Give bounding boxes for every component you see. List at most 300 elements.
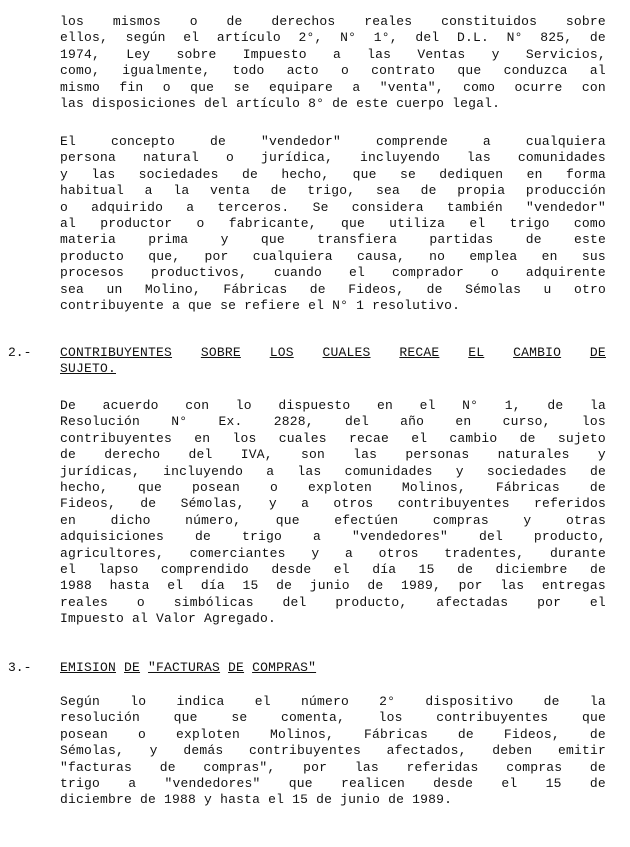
word: las <box>466 150 491 166</box>
word: Fábricas <box>223 281 288 297</box>
word: junio <box>309 578 350 594</box>
word: 2°, <box>298 30 323 46</box>
word: artículo <box>236 95 301 111</box>
word: contribuyentes <box>248 743 361 759</box>
word: de <box>60 447 77 463</box>
text-line <box>60 361 606 377</box>
word: productor <box>100 215 173 231</box>
word: el <box>333 561 350 577</box>
word: adquirente <box>525 265 606 281</box>
word: comunidades <box>517 150 606 166</box>
word: RECAE <box>399 345 440 360</box>
word: referidas <box>406 759 479 775</box>
word: dispuesto <box>278 398 351 413</box>
word: a <box>266 463 275 479</box>
section-number: 3.- <box>8 660 32 675</box>
word: producto, <box>533 529 606 545</box>
word: sociedades <box>138 166 219 182</box>
text-line <box>60 447 606 463</box>
word: al <box>132 611 149 627</box>
word: cuando <box>273 265 322 281</box>
text-line <box>60 150 606 166</box>
word: y <box>60 166 69 182</box>
word: "facturas <box>60 759 133 775</box>
word: sobre <box>565 14 606 29</box>
word: Sémolas, <box>60 743 125 759</box>
word: y <box>204 792 213 808</box>
word: por <box>204 248 229 264</box>
word: constituidos <box>441 14 538 29</box>
word: el <box>419 398 436 413</box>
word: Molinos, <box>401 479 466 495</box>
word: de <box>388 792 405 808</box>
word: de <box>195 529 212 545</box>
word: las <box>367 46 392 62</box>
word: 8° <box>308 95 325 111</box>
word: Fideos, <box>503 726 560 742</box>
word: 1°, <box>373 30 398 46</box>
word: de <box>270 183 287 199</box>
text-line <box>60 776 606 792</box>
word: la <box>589 694 606 709</box>
word: que <box>288 775 313 791</box>
text-line <box>60 216 606 232</box>
word: Impuesto <box>242 46 307 62</box>
word: causa, <box>356 248 405 264</box>
word: el <box>469 215 486 231</box>
word: de <box>547 398 564 413</box>
word: o <box>269 479 278 495</box>
text-line <box>60 63 606 79</box>
text-line <box>60 660 606 676</box>
word: SUJETO. <box>60 361 117 377</box>
word: los <box>378 710 403 726</box>
text-line <box>60 562 606 578</box>
word: contrato <box>371 63 436 79</box>
text-line <box>60 96 606 112</box>
word: Sémolas <box>465 281 522 297</box>
text-line <box>60 529 606 545</box>
word: producción <box>525 183 606 199</box>
word: el <box>411 430 428 446</box>
word: de <box>589 759 606 775</box>
word: y <box>491 46 500 62</box>
text-line <box>60 14 606 30</box>
word: del <box>478 529 503 545</box>
text-line <box>60 414 606 430</box>
word: o <box>225 150 234 166</box>
word: que <box>190 79 215 95</box>
word: Ventas <box>417 46 466 62</box>
word: derechos <box>271 14 336 29</box>
word: Fábricas <box>495 479 560 495</box>
word: a <box>301 496 310 512</box>
word: hecho, <box>281 166 330 182</box>
word: posean <box>191 479 240 495</box>
word: año <box>400 414 425 430</box>
word: todo <box>232 63 265 79</box>
word: compras <box>432 512 489 528</box>
word: 1989. <box>412 792 453 808</box>
text-line <box>60 265 606 281</box>
word: habitual <box>60 183 125 199</box>
word: Valor <box>156 611 197 627</box>
word: exploten <box>307 479 372 495</box>
text-line <box>60 200 606 216</box>
word: y <box>523 512 532 528</box>
word: curso, <box>502 414 551 430</box>
word: a <box>344 545 353 561</box>
word: personas <box>405 447 470 463</box>
word: contribuyente <box>60 297 165 313</box>
word: de <box>209 134 226 149</box>
word: natural <box>142 150 199 166</box>
word: legal. <box>452 95 501 111</box>
word: procesos <box>60 265 125 281</box>
word: los <box>581 414 606 430</box>
word: 15 <box>418 561 435 577</box>
word: en <box>60 512 77 528</box>
text-line <box>60 30 606 46</box>
word: sujeto <box>557 430 606 446</box>
word: sea <box>60 281 85 297</box>
word: que <box>275 512 300 528</box>
word: las <box>60 95 85 111</box>
word: de <box>316 792 333 808</box>
word: comenta, <box>280 710 345 726</box>
word: trigo <box>241 529 282 545</box>
word: N° <box>340 30 357 46</box>
text-line <box>60 694 606 710</box>
text-line <box>60 134 606 150</box>
word: se <box>399 166 416 182</box>
word: 1988 <box>60 578 93 594</box>
word: CAMBIO <box>513 345 562 360</box>
word: 15 <box>292 792 309 808</box>
word: de <box>525 232 542 248</box>
word: El <box>60 134 77 149</box>
word: de <box>543 694 560 709</box>
word: por <box>303 759 328 775</box>
word: a <box>332 46 341 62</box>
word: hasta <box>220 792 261 808</box>
word: de <box>589 775 606 791</box>
word: de <box>309 281 326 297</box>
word: y <box>597 447 606 463</box>
word: no <box>429 248 446 264</box>
word: por <box>458 578 483 594</box>
word: el <box>589 594 606 610</box>
word: COMPRAS" <box>252 660 317 675</box>
word: reales <box>364 14 413 29</box>
word: prima <box>148 232 189 248</box>
word: producto, <box>335 594 408 610</box>
word: comprende <box>375 134 448 149</box>
word: acto <box>286 63 319 79</box>
section-number: 2.- <box>8 345 32 360</box>
word: este <box>573 232 606 248</box>
word: jurídica, <box>260 150 333 166</box>
word: a <box>312 529 321 545</box>
word: fin <box>119 79 144 95</box>
word: de <box>457 726 474 742</box>
word: desde <box>271 561 312 577</box>
word: las <box>500 578 525 594</box>
word: realicen <box>340 775 405 791</box>
word: compras", <box>203 759 276 775</box>
word: el <box>308 297 325 313</box>
word: o <box>196 215 205 231</box>
word: N° <box>332 297 349 313</box>
word: hasta <box>109 578 150 594</box>
word: el <box>348 265 365 281</box>
word: día <box>372 561 397 577</box>
word: cualquiera <box>252 248 333 264</box>
word: las <box>297 463 322 479</box>
word: el <box>60 561 77 577</box>
word: en <box>194 430 211 446</box>
word: u <box>543 281 552 297</box>
word: que <box>457 63 482 79</box>
word: junio <box>340 792 381 808</box>
word: otro <box>573 281 606 297</box>
word: concepto <box>110 134 175 149</box>
text-line <box>60 398 606 414</box>
word: "vendedores" <box>351 529 448 545</box>
word: Resolución <box>60 414 141 430</box>
word: del <box>204 95 229 111</box>
text-line <box>60 80 606 96</box>
word: recae <box>348 430 389 446</box>
word: los <box>60 14 85 29</box>
word: y <box>220 232 229 248</box>
text-line <box>60 298 606 314</box>
word: y <box>149 743 158 759</box>
word: 2828, <box>273 414 314 430</box>
word: que <box>352 166 377 182</box>
word: del <box>282 594 307 610</box>
word: un <box>106 281 123 297</box>
word: el <box>268 792 285 808</box>
word: de <box>519 430 536 446</box>
word: D.L. <box>457 30 490 46</box>
text-line <box>60 760 606 776</box>
word: el <box>254 694 271 709</box>
word: día <box>200 578 225 594</box>
word: persona <box>60 150 117 166</box>
word: EMISION <box>60 660 117 675</box>
word: la <box>173 183 190 199</box>
word: emplea <box>469 248 518 264</box>
word: contribuyentes <box>60 430 173 446</box>
text-line <box>60 578 606 594</box>
text-line <box>60 611 606 627</box>
word: DE <box>124 660 141 675</box>
word: Según <box>60 694 101 709</box>
word: mismos <box>112 14 161 29</box>
word: que <box>340 215 365 231</box>
word: posean <box>60 726 109 742</box>
word: naturales <box>497 447 570 463</box>
word: diciembre <box>495 561 568 577</box>
word: del <box>344 414 369 430</box>
section-body <box>60 694 606 809</box>
word: Fábricas <box>363 726 428 742</box>
word: adquirido <box>91 199 164 215</box>
word: Fideos, <box>348 281 405 297</box>
word: y <box>268 496 277 512</box>
word: utiliza <box>389 215 446 231</box>
word: y <box>311 545 320 561</box>
word: DE <box>589 345 606 360</box>
word: a <box>144 183 153 199</box>
word: de <box>420 183 437 199</box>
word: desde <box>433 775 474 791</box>
section-heading <box>60 660 606 676</box>
word: afectadas <box>436 594 509 610</box>
word: de <box>367 578 384 594</box>
word: a <box>352 79 361 95</box>
word: transfiera <box>317 232 398 248</box>
text-line <box>60 232 606 248</box>
text-line <box>60 249 606 265</box>
word: como, <box>60 63 101 79</box>
text-line <box>60 282 606 298</box>
word: se <box>233 79 250 95</box>
word: dispositivo <box>425 694 514 709</box>
text-line <box>60 595 606 611</box>
word: en <box>455 414 472 430</box>
section-heading <box>60 345 606 378</box>
word: Se <box>312 199 329 215</box>
text-line <box>60 727 606 743</box>
word: de <box>332 95 349 111</box>
word: el <box>167 578 184 594</box>
word: Impuesto <box>60 611 125 627</box>
word: incluyendo <box>163 463 244 479</box>
word: derecho <box>104 447 161 463</box>
word: considera <box>351 199 424 215</box>
word: simbólicas <box>173 594 254 610</box>
word: durante <box>549 545 606 561</box>
word: demás <box>183 743 224 759</box>
word: tradentes, <box>444 545 525 561</box>
text-line <box>60 480 606 496</box>
word: resolución <box>60 710 141 726</box>
text-line <box>60 431 606 447</box>
word: cambio <box>449 430 498 446</box>
word: Ex. <box>218 414 243 430</box>
word: de <box>589 726 606 742</box>
word: que <box>188 297 213 313</box>
word: Molino, <box>144 281 201 297</box>
word: CONTRIBUYENTES <box>60 345 173 360</box>
word: indica <box>176 694 225 709</box>
word: agricultores, <box>60 545 165 561</box>
word: "venta", <box>379 79 444 95</box>
word: y <box>455 463 464 479</box>
word: comprador <box>391 265 464 281</box>
word: De <box>60 398 77 413</box>
word: N° <box>462 398 479 413</box>
word: SOBRE <box>200 345 241 360</box>
word: de <box>226 14 243 29</box>
word: efectúen <box>334 512 399 528</box>
word: las <box>354 759 379 775</box>
word: o <box>136 594 145 610</box>
word: terceros. <box>217 199 290 215</box>
word: lapso <box>98 561 139 577</box>
word: al <box>589 63 606 79</box>
word: CUALES <box>322 345 371 360</box>
word: mismo <box>60 79 101 95</box>
word: o <box>340 63 349 79</box>
word: trigo <box>509 215 550 231</box>
text-line <box>60 345 606 361</box>
text-line <box>60 710 606 726</box>
section-body <box>60 398 606 627</box>
word: o <box>60 199 69 215</box>
word: de <box>140 496 157 512</box>
word: contribuyentes <box>436 710 549 726</box>
word: de <box>589 479 606 495</box>
word: en <box>541 248 558 264</box>
word: de <box>589 30 606 46</box>
word: jurídicas, <box>60 463 141 479</box>
word: cualquiera <box>525 134 606 149</box>
text-line <box>60 183 606 199</box>
word: 1974, <box>60 46 101 62</box>
word: exploten <box>175 726 240 742</box>
word: Agregado. <box>204 611 277 627</box>
word: diciembre <box>60 792 133 808</box>
word: ellos, <box>60 30 109 46</box>
word: las <box>91 166 116 182</box>
word: Ley <box>126 46 151 62</box>
word: con <box>185 398 210 413</box>
word: conduzca <box>503 63 568 79</box>
word: ocurre <box>514 79 563 95</box>
word: comunidades <box>344 463 433 479</box>
word: DE <box>228 660 245 675</box>
word: el <box>183 30 200 46</box>
word: 1, <box>504 398 521 413</box>
word: compras <box>506 759 563 775</box>
word: en <box>376 398 393 413</box>
word: equipare <box>268 79 333 95</box>
word: 1989, <box>401 578 442 594</box>
word: sea <box>375 183 400 199</box>
word: productivos, <box>150 265 247 281</box>
word: o <box>162 79 171 95</box>
word: de <box>457 561 474 577</box>
word: trigo <box>60 775 101 791</box>
word: EL <box>468 345 485 360</box>
word: que <box>173 710 198 726</box>
word: que, <box>148 248 181 264</box>
text-line <box>60 167 606 183</box>
word: en <box>526 166 543 182</box>
text-line <box>60 496 606 512</box>
word: LOS <box>269 345 294 360</box>
word: a <box>128 775 137 791</box>
word: contribuyentes <box>397 496 510 512</box>
word: Fideos, <box>60 496 117 512</box>
word: dicho <box>110 512 151 528</box>
word: los <box>232 430 257 446</box>
word: cuales <box>278 430 327 446</box>
word: que <box>260 232 285 248</box>
